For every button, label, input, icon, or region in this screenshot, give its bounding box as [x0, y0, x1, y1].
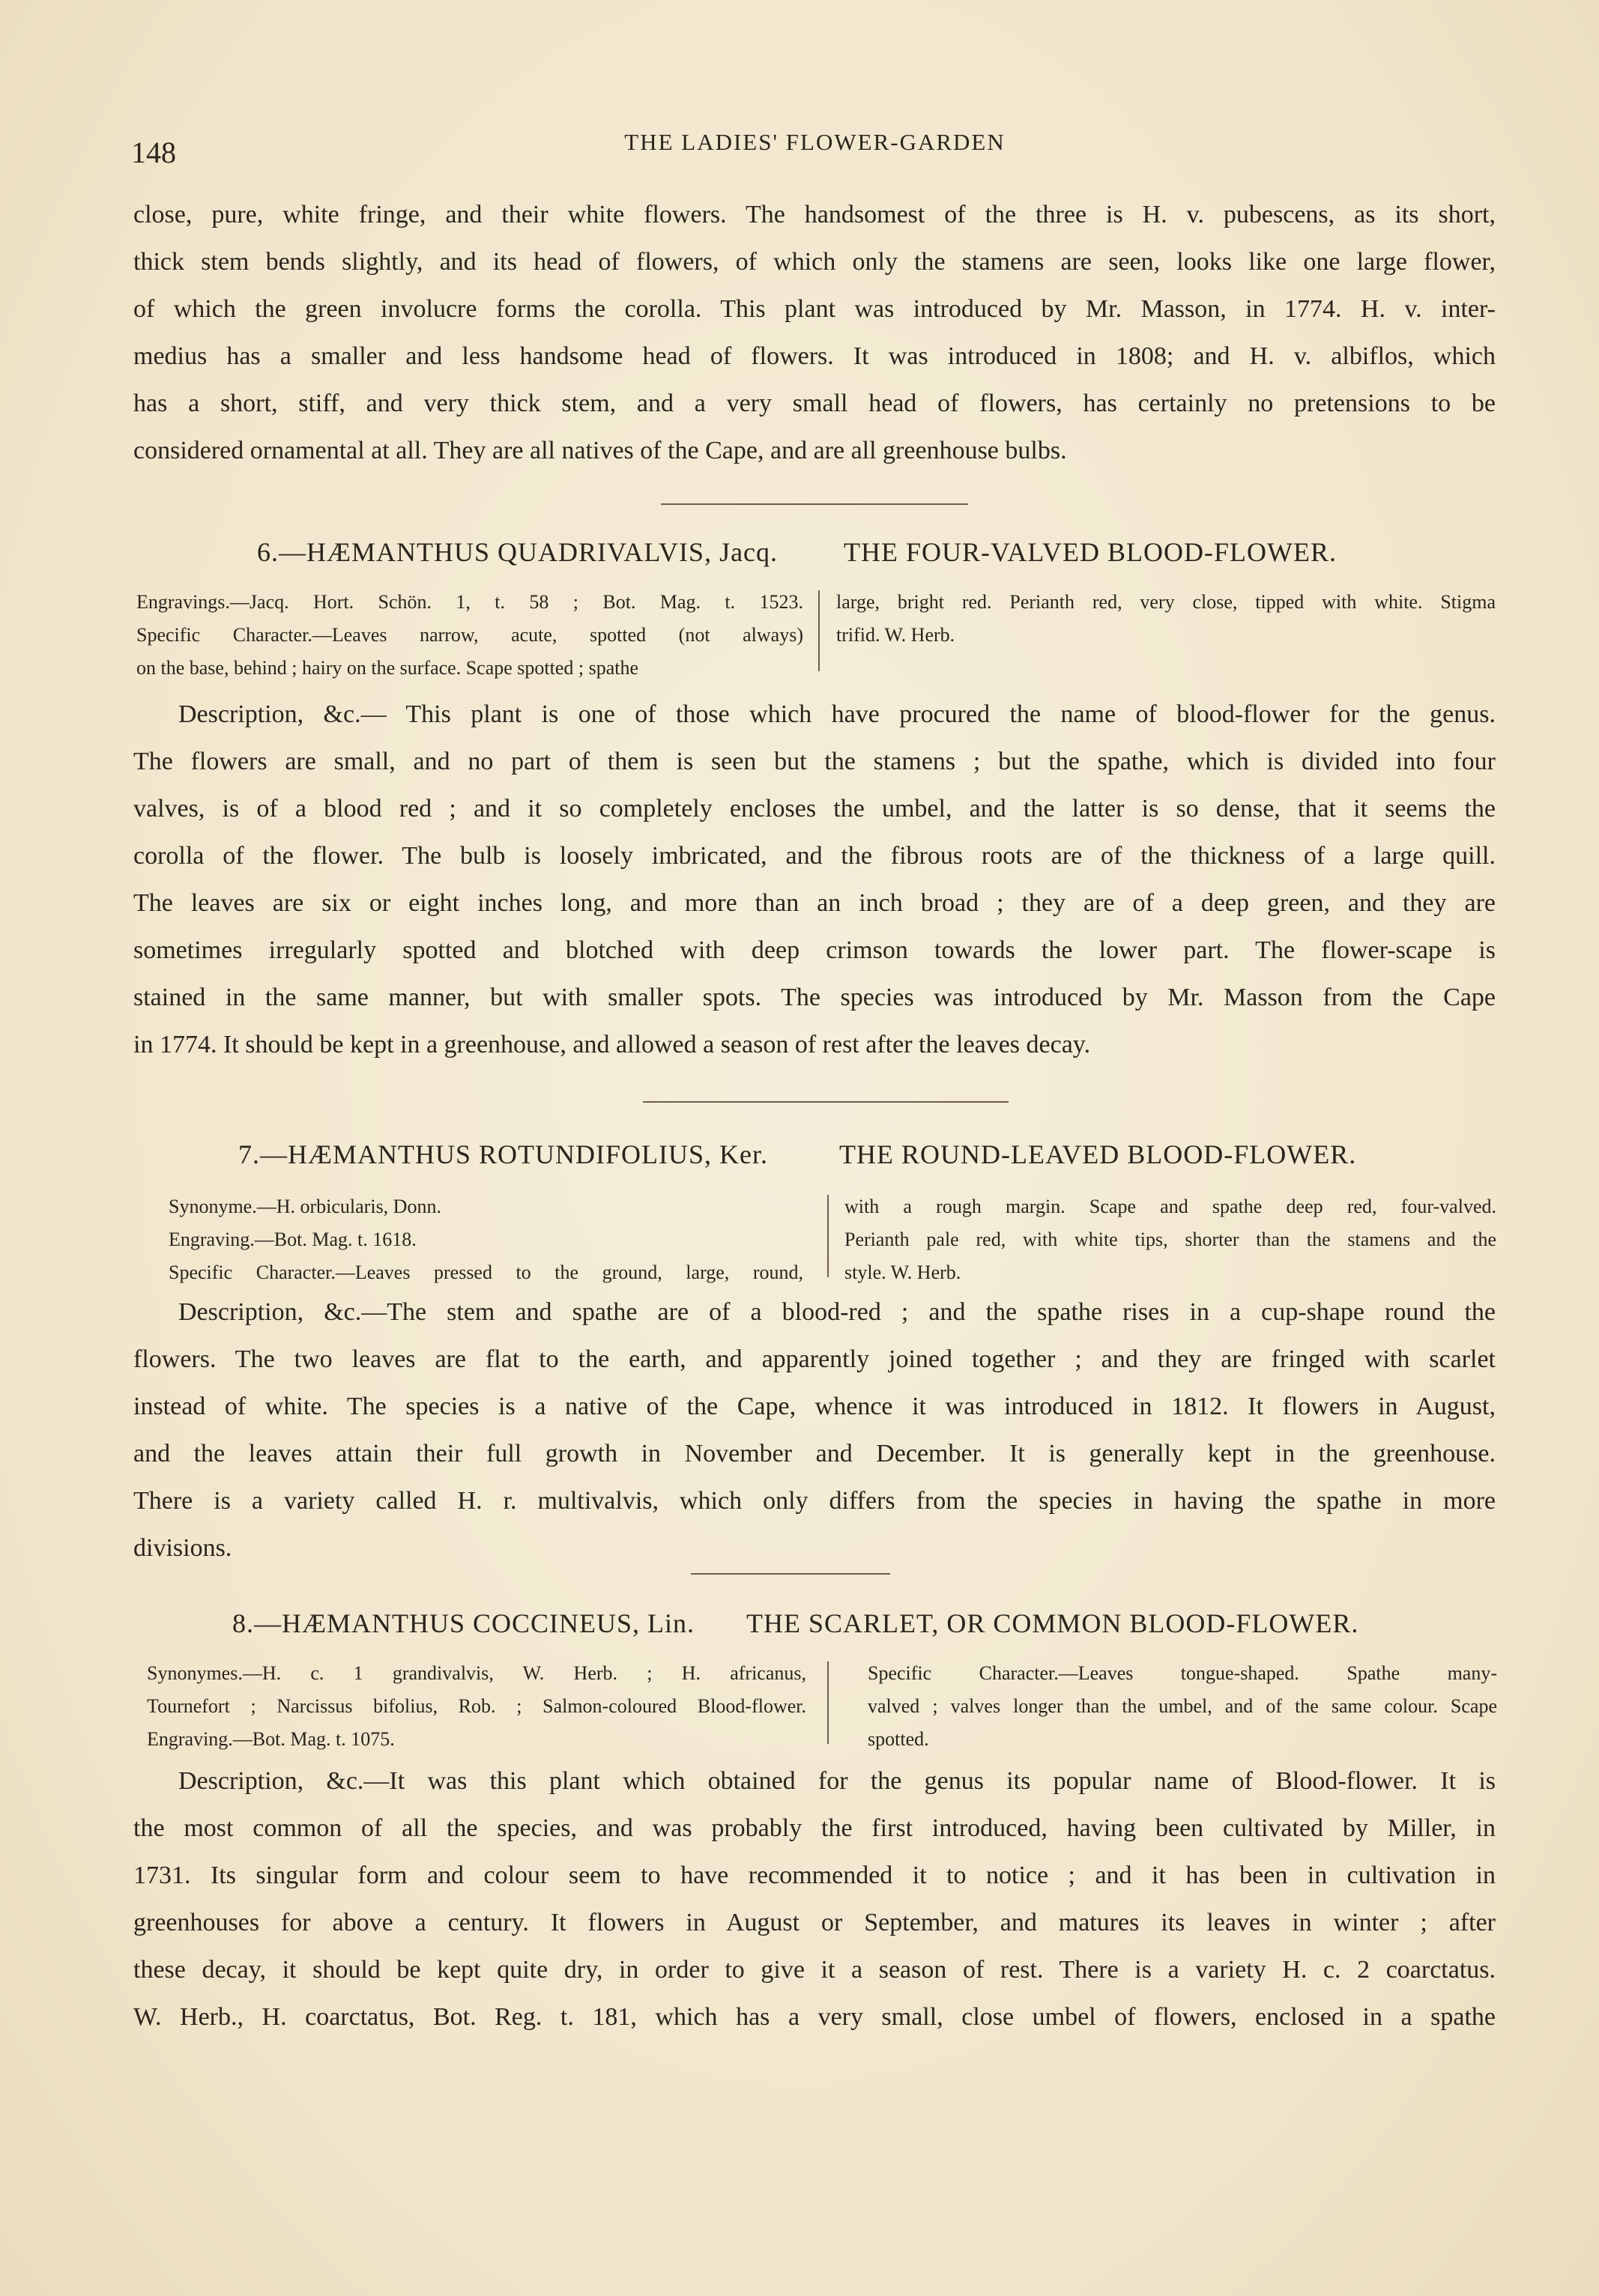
text-line: divisions.: [133, 1534, 232, 1562]
note-line: on the base, behind ; hairy on the surface. Scape spotted ; spathe: [136, 657, 639, 679]
note-line: trifid. W. Herb.: [836, 624, 955, 646]
text-line: W. Herb., H. coarctatus, Bot. Reg. t. 181, which has a very small, close umbel of flowers, enclosed in a spathe: [133, 2003, 1496, 2031]
note-line: Specific Character.—Leaves pressed to the ground, large, round,: [169, 1261, 803, 1283]
text-line: these decay, it should be kept quite dry, in order to give it a season of rest. There is a variety H. c. 2 coarctatus.: [133, 1956, 1496, 1984]
text-line: instead of white. The species is a native of the Cape, whence it was introduced in 1812. It flowers in August,: [133, 1393, 1496, 1420]
common-name: THE SCARLET, OR COMMON BLOOD-FLOWER.: [746, 1608, 1359, 1638]
note-line: Specific Character.—Leaves tongue-shaped. Spathe many-: [868, 1662, 1497, 1684]
common-name: THE FOUR-VALVED BLOOD-FLOWER.: [844, 537, 1337, 567]
note-line: Engraving.—Bot. Mag. t. 1618.: [169, 1229, 417, 1250]
text-line: Description, &c.— This plant is one of those which have procured the name of blood-flower for the genus.: [178, 700, 1496, 728]
species-name: 8.—HÆMANTHUS COCCINEUS, Lin.: [232, 1608, 695, 1638]
note-line: Engraving.—Bot. Mag. t. 1075.: [147, 1728, 395, 1750]
text-line: and the leaves attain their full growth in November and December. It is generally kept in the greenhouse.: [133, 1440, 1496, 1467]
column-divider: [827, 1195, 829, 1277]
text-line: The leaves are six or eight inches long, and more than an inch broad ; they are of a deep green, and they are: [133, 889, 1496, 917]
text-line: The flowers are small, and no part of them is seen but the stamens ; but the spathe, which is divided into four: [133, 748, 1496, 775]
note-line: Synonyme.—H. orbicularis, Donn.: [169, 1196, 441, 1217]
page-header: [131, 129, 1499, 169]
section-divider: [661, 503, 968, 505]
text-line: medius has a smaller and less handsome head of flowers. It was introduced in 1808; and H. v. albiflos, which: [133, 342, 1496, 370]
text-line: sometimes irregularly spotted and blotched with deep crimson towards the lower part. The flower-scape is: [133, 936, 1496, 964]
note-line: valved ; valves longer than the umbel, and of the same colour. Scape: [868, 1695, 1497, 1717]
section-6-notes-right: [836, 586, 1496, 652]
species-name: 7.—HÆMANTHUS ROTUNDIFOLIUS, Ker.: [238, 1139, 768, 1169]
note-line: Perianth pale red, with white tips, shorter than the stamens and the: [844, 1229, 1496, 1250]
note-line: Tournefort ; Narcissus bifolius, Rob. ; Salmon-coloured Blood-flower.: [147, 1695, 806, 1717]
note-line: with a rough margin. Scape and spathe deep red, four-valved.: [844, 1196, 1496, 1217]
text-line: close, pure, white fringe, and their white flowers. The handsomest of the three is H. v. pubescens, as its short,: [133, 201, 1496, 228]
note-line: Synonymes.—H. c. 1 grandivalvis, W. Herb. ; H. africanus,: [147, 1662, 806, 1684]
section-6-notes-left: [136, 586, 803, 685]
text-line: considered ornamental at all. They are all natives of the Cape, and are all greenhouse bulbs.: [133, 437, 1067, 464]
text-line: the most common of all the species, and was probably the first introduced, having been cultivated by Miller, in: [133, 1814, 1496, 1842]
section-7-description: [133, 1288, 1496, 1572]
text-line: has a short, stiff, and very thick stem, and a very small head of flowers, has certainly no pretensions to be: [133, 390, 1496, 417]
section-8-description: [133, 1757, 1496, 2041]
page-number: 148: [131, 136, 176, 169]
text-line: 1731. Its singular form and colour seem to have recommended it to notice ; and it has been in cultivation in: [133, 1862, 1496, 1889]
text-line: thick stem bends slightly, and its head of flowers, of which only the stamens are seen, looks like one large flower,: [133, 248, 1496, 276]
text-line: in 1774. It should be kept in a greenhouse, and allowed a season of rest after the leaves decay.: [133, 1031, 1091, 1058]
note-line: large, bright red. Perianth red, very close, tipped with white. Stigma: [836, 591, 1496, 613]
note-line: spotted.: [868, 1728, 929, 1750]
column-divider: [827, 1662, 829, 1744]
common-name: THE ROUND-LEAVED BLOOD-FLOWER.: [839, 1139, 1357, 1169]
intro-paragraph: [133, 191, 1496, 474]
text-line: of which the green involucre forms the corolla. This plant was introduced by Mr. Masson, in 1774. H. v. inter-: [133, 295, 1496, 323]
section-7-notes-right: [844, 1190, 1496, 1289]
section-8-notes-right: [868, 1657, 1497, 1756]
column-divider: [818, 590, 820, 671]
text-line: stained in the same manner, but with smaller spots. The species was introduced by Mr. Masson from the Cape: [133, 984, 1496, 1011]
section-divider: [691, 1573, 890, 1575]
text-line: There is a variety called H. r. multivalvis, which only differs from the species in having the spathe in more: [133, 1487, 1496, 1515]
text-line: corolla of the flower. The bulb is loosely imbricated, and the fibrous roots are of the thickness of a large quill.: [133, 842, 1496, 870]
text-line: Description, &c.—It was this plant which obtained for the genus its popular name of Blood-flower. It is: [178, 1767, 1496, 1795]
species-name: 6.—HÆMANTHUS QUADRIVALVIS, Jacq.: [257, 537, 779, 567]
section-7-notes-left: [169, 1190, 803, 1289]
text-line: greenhouses for above a century. It flowers in August or September, and matures its leaves in winter ; after: [133, 1909, 1496, 1936]
section-6-description: [133, 691, 1496, 1068]
running-title: THE LADIES' FLOWER-GARDEN: [624, 129, 1006, 155]
note-line: style. W. Herb.: [844, 1261, 961, 1283]
text-line: Description, &c.—The stem and spathe are of a blood-red ; and the spathe rises in a cup-shape round the: [178, 1298, 1496, 1326]
note-line: Engravings.—Jacq. Hort. Schön. 1, t. 58 ; Bot. Mag. t. 1523.: [136, 591, 803, 613]
section-divider: [643, 1101, 1009, 1103]
text-line: flowers. The two leaves are flat to the earth, and apparently joined together ; and they are fringed with scarlet: [133, 1345, 1496, 1373]
note-line: Specific Character.—Leaves narrow, acute, spotted (not always): [136, 624, 803, 646]
section-8-notes-left: [147, 1657, 806, 1756]
text-line: valves, is of a blood red ; and it so completely encloses the umbel, and the latter is so dense, that it seems the: [133, 795, 1496, 823]
